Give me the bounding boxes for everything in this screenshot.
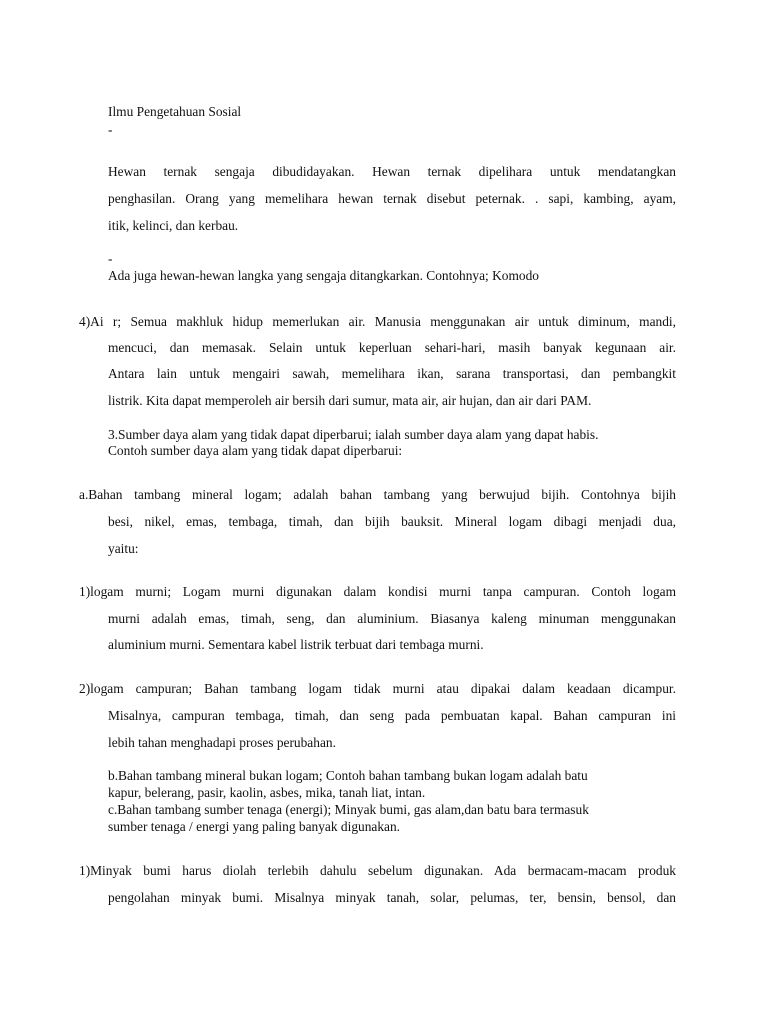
text-line: - xyxy=(108,251,113,266)
text-line: 2)logam campuran; Bahan tambang logam tidak murni atau dipakai dalam keadaan dicampur. xyxy=(79,681,676,696)
text-line: lebih tahan menghadapi proses perubahan. xyxy=(108,735,336,750)
text-line: Ada juga hewan-hewan langka yang sengaja ditangkarkan. Contohnya; Komodo xyxy=(108,268,539,283)
text-line: Ilmu Pengetahuan Sosial xyxy=(108,104,242,119)
text-line: sumber tenaga / energi yang paling banyak digunakan. xyxy=(108,819,401,834)
text-line: Contoh sumber daya alam yang tidak dapat diperbarui: xyxy=(108,443,403,458)
text-line: - xyxy=(108,122,113,137)
text-line: itik, kelinci, dan kerbau. xyxy=(108,218,239,233)
text-line: Misalnya, campuran tembaga, timah, dan seng pada pembuatan kapal. Bahan campuran ini xyxy=(108,708,676,723)
text-line: 1)logam murni; Logam murni digunakan dalam kondisi murni tanpa campuran. Contoh logam xyxy=(79,584,676,599)
text-line: mencuci, dan memasak. Selain untuk keperluan sehari-hari, masih banyak kegunaan air. xyxy=(108,340,676,355)
text-line: besi, nikel, emas, tembaga, timah, dan bijih bauksit. Mineral logam dibagi menjadi dua, xyxy=(108,514,676,529)
text-line: aluminium murni. Sementara kabel listrik terbuat dari tembaga murni. xyxy=(108,637,484,652)
text-line: b.Bahan tambang mineral bukan logam; Contoh bahan tambang bukan logam adalah batu xyxy=(108,768,588,783)
text-line: Antara lain untuk mengairi sawah, memelihara ikan, sarana transportasi, dan pembangkit xyxy=(108,366,676,381)
text-line: 1)Minyak bumi harus diolah terlebih dahulu sebelum digunakan. Ada bermacam-macam produk xyxy=(79,863,676,878)
text-line: murni adalah emas, timah, seng, dan aluminium. Biasanya kaleng minuman menggunakan xyxy=(108,611,676,626)
text-line: c.Bahan tambang sumber tenaga (energi); Minyak bumi, gas alam,dan batu bara termasuk xyxy=(108,802,589,817)
text-line: penghasilan. Orang yang memelihara hewan ternak disebut peternak. . sapi, kambing, ayam, xyxy=(108,191,676,206)
text-line: a.Bahan tambang mineral logam; adalah bahan tambang yang berwujud bijih. Contohnya bijih xyxy=(79,487,676,502)
text-line: pengolahan minyak bumi. Misalnya minyak tanah, solar, pelumas, ter, bensin, bensol, dan xyxy=(108,890,676,905)
text-line: Hewan ternak sengaja dibudidayakan. Hewan ternak dipelihara untuk mendatangkan xyxy=(108,164,676,179)
text-line: listrik. Kita dapat memperoleh air bersih dari sumur, mata air, air hujan, dan air dari PAM. xyxy=(108,393,592,408)
text-line: kapur, belerang, pasir, kaolin, asbes, mika, tanah liat, intan. xyxy=(108,785,426,800)
text-line: 3.Sumber daya alam yang tidak dapat diperbarui; ialah sumber daya alam yang dapat habis. xyxy=(108,427,599,442)
text-line: 4)Ai r; Semua makhluk hidup memerlukan air. Manusia menggunakan air untuk diminum, mandi, xyxy=(79,314,676,329)
text-line: yaitu: xyxy=(108,541,139,556)
